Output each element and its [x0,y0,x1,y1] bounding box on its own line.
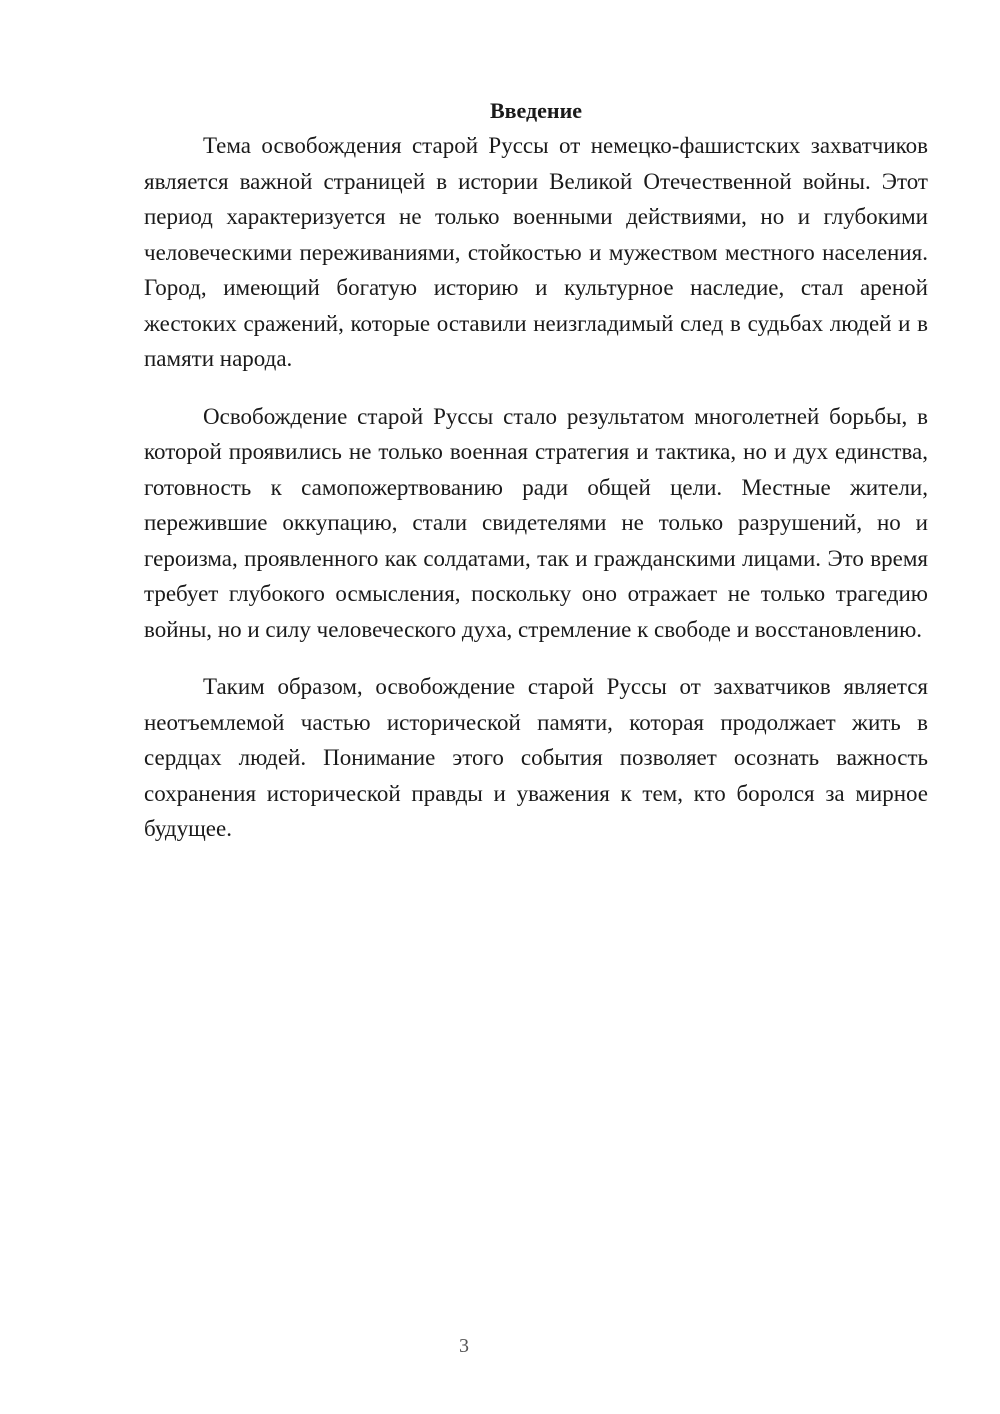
section-title: Введение [489,98,583,123]
paragraph-1: Тема освобождения старой Руссы от немецко-фашистских захватчиков является важной страницей в истории Великой Отечественной войны. Этот период характеризуется не только военными действиями, но и глубокими человеческими переживаниями, стойкостью и мужеством местного населения. Город, имеющий богатую историю и культурное наследие, стал ареной жестоких сражений, которые оставили неизгладимый след в судьбах людей и в памяти народа. [144,133,928,371]
page-number: 3 [459,1335,469,1357]
document-body [144,94,928,847]
paragraph-2: Освобождение старой Руссы стало результатом многолетней борьбы, в которой проявились не только военная стратегия и тактика, но и дух единства, готовность к самопожертвованию ради общей цели. Местные жители, пережившие оккупацию, стали свидетелями не только разрушений, но и героизма, проявленного как солдатами, так и гражданскими лицами. Это время требует глубокого осмысления, поскольку оно отражает не только трагедию войны, но и силу человеческого духа, стремление к свободе и восстановлению. [144,403,928,642]
paragraph-3: Таким образом, освобождение старой Руссы от захватчиков является неотъемлемой частью исторической памяти, которая продолжает жить в сердцах людей. Понимание этого события позволяет осознать важность сохранения исторической правды и уважения к тем, кто боролся за мирное будущее. [144,674,928,841]
